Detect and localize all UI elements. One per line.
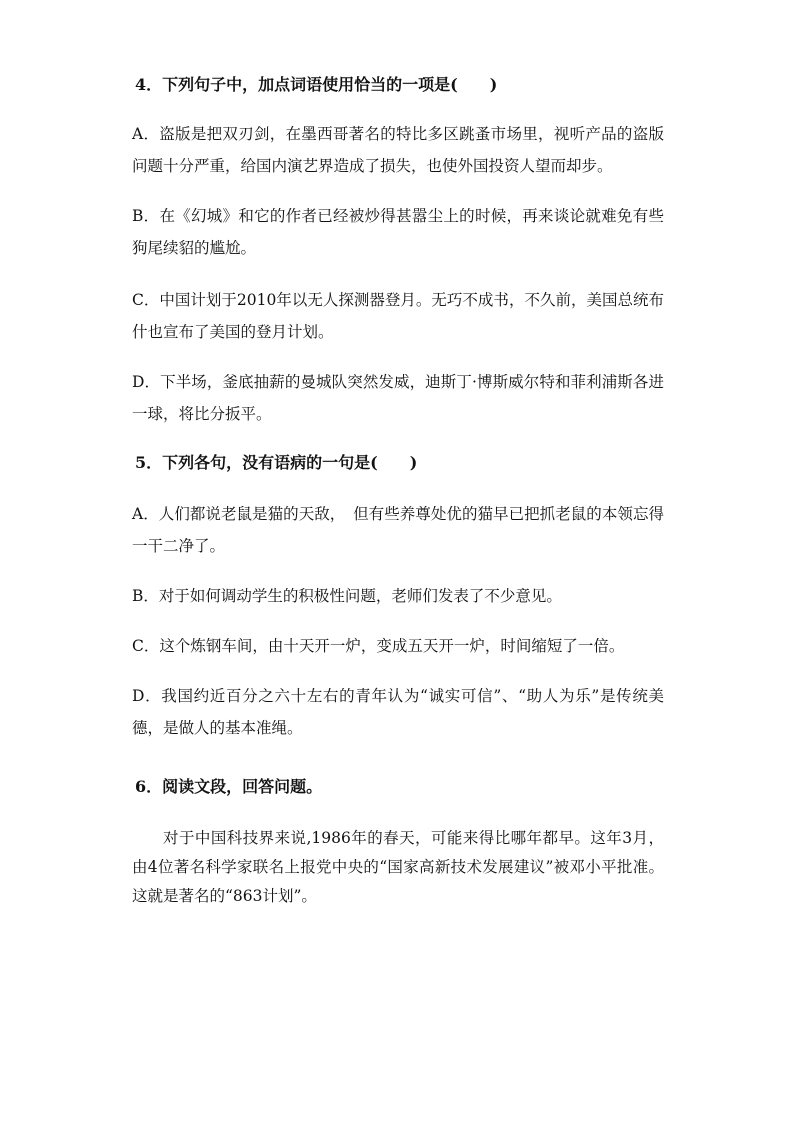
question-4-option-b: B．在《幻城》和它的作者已经被炒得甚嚣尘上的时候，再来谈论就难免有些狗尾续貂的尴尬。 xyxy=(132,207,664,257)
question-5-title: 5．下列各句，没有语病的一句是( ) xyxy=(135,453,418,472)
question-4-option-c: C．中国计划于2010年以无人探测器登月。无巧不成书，不久前，美国总统布什也宣布了美国的登月计划。 xyxy=(132,291,664,341)
question-6-title: 6．阅读文段，回答问题。 xyxy=(135,777,323,796)
question-6-passage: 对于中国科技界来说,1986年的春天，可能来得比哪年都早。这年3月，由4位著名科学家联名上报党中央的“国家高新技术发展建议”被邓小平批准。这就是著名的“863计划”。 xyxy=(132,829,664,905)
question-4-option-d: D．下半场，釜底抽薪的曼城队突然发威，迪斯丁·博斯威尔特和菲利浦斯各进一球，将比分扳平。 xyxy=(132,373,664,423)
question-5-option-d: D．我国约近百分之六十左右的青年认为“诚实可信”、“助人为乐”是传统美德，是做人的基本准绳。 xyxy=(132,687,664,737)
question-5-option-c: C．这个炼钢车间，由十天开一炉，变成五天开一炉，时间缩短了一倍。 xyxy=(132,637,625,655)
question-4-option-a: A．盗版是把双刃剑，在墨西哥著名的特比多区跳蚤市场里，视听产品的盗版问题十分严重，给国内演艺界造成了损失，也使外国投资人望而却步。 xyxy=(132,125,664,175)
question-5-option-a: A．人们都说老鼠是猫的天敌， 但有些养尊处优的猫早已把抓老鼠的本领忘得一干二净了。 xyxy=(132,505,664,555)
question-4-title: 4．下列句子中，加点词语使用恰当的一项是( ) xyxy=(135,75,498,94)
question-5-option-b: B．对于如何调动学生的积极性问题，老师们发表了不少意见。 xyxy=(132,587,562,605)
